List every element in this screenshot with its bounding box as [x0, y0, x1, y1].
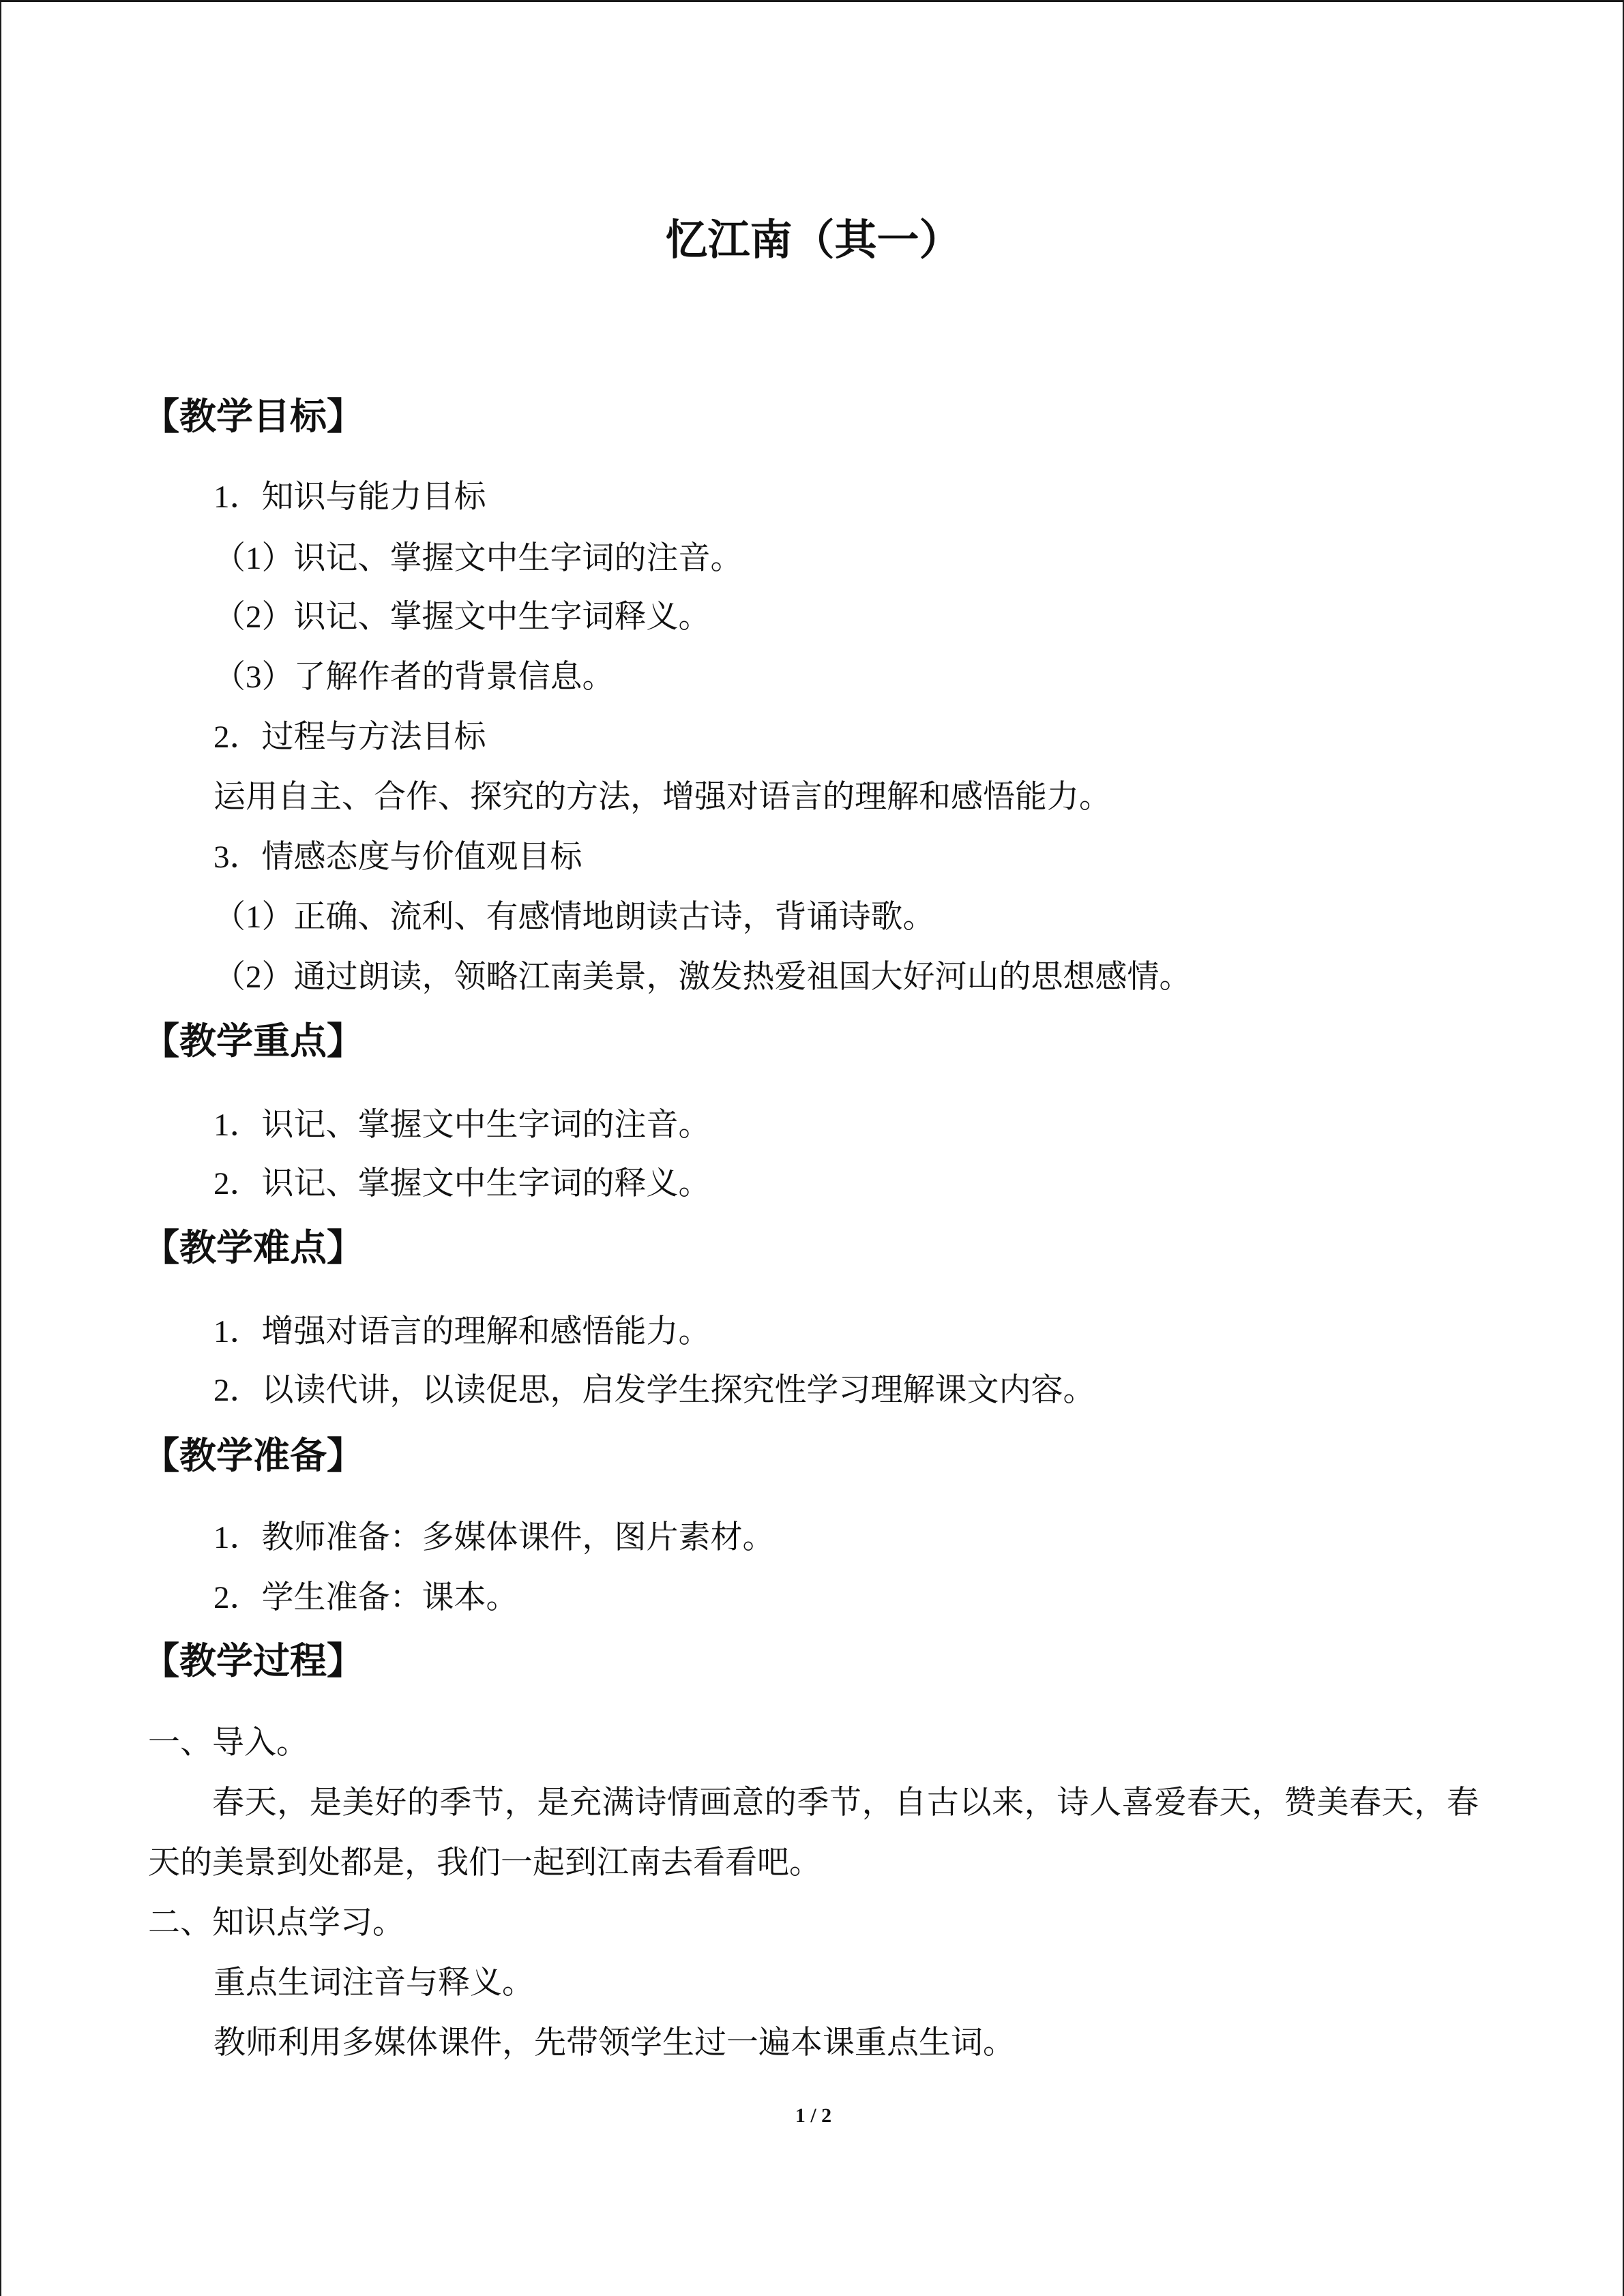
objective-item: （2）识记、掌握文中生字词释义。 — [213, 599, 711, 635]
objective-item: （2）通过朗读，领略江南美景，激发热爱祖国大好河山的思想感情。 — [213, 959, 1192, 995]
objective-item: 2．过程与方法目标 — [213, 719, 486, 755]
key-point-item: 2．识记、掌握文中生字词的释义。 — [213, 1166, 711, 1202]
page-title: 忆江南（其一） — [665, 218, 962, 264]
section-heading-difficulties: 【教学难点】 — [143, 1227, 364, 1268]
preparation-item: 1．教师准备：多媒体课件，图片素材。 — [213, 1520, 775, 1555]
process-step-paragraph: 春天，是美好的季节，是充满诗情画意的季节，自古以来，诗人喜爱春天，赞美春天，春天的美景到处都是，我们一起到江南去看看吧。 — [148, 1785, 1479, 1881]
objective-item: （1）正确、流利、有感情地朗读古诗，背诵诗歌。 — [213, 899, 935, 935]
difficulty-item: 1．增强对语言的理解和感悟能力。 — [213, 1314, 711, 1350]
process-step-line: 教师利用多媒体课件，先带领学生过一遍本课重点生词。 — [213, 2025, 1015, 2061]
section-heading-key-points: 【教学重点】 — [143, 1021, 364, 1062]
preparation-item: 2．学生准备：课本。 — [213, 1580, 518, 1615]
difficulty-item: 2．以读代讲，以读促思，启发学生探究性学习理解课文内容。 — [213, 1373, 1095, 1408]
process-step-line: 重点生词注音与释义。 — [213, 1965, 534, 2001]
page-number: 1 / 2 — [795, 2104, 832, 2127]
objective-item: （1）识记、掌握文中生字词的注音。 — [213, 541, 743, 576]
objective-item: 1．知识与能力目标 — [213, 479, 486, 515]
process-step-title: 一、导入。 — [148, 1725, 308, 1761]
objective-item: （3）了解作者的背景信息。 — [213, 659, 615, 695]
section-heading-preparation: 【教学准备】 — [143, 1435, 364, 1476]
objective-item: 运用自主、合作、探究的方法，增强对语言的理解和感悟能力。 — [213, 779, 1111, 815]
process-step-title: 二、知识点学习。 — [148, 1905, 404, 1941]
objective-item: 3．情感态度与价值观目标 — [213, 839, 582, 875]
key-point-item: 1．识记、掌握文中生字词的注音。 — [213, 1107, 711, 1143]
section-heading-objectives: 【教学目标】 — [143, 396, 364, 437]
section-heading-process: 【教学过程】 — [143, 1641, 364, 1682]
